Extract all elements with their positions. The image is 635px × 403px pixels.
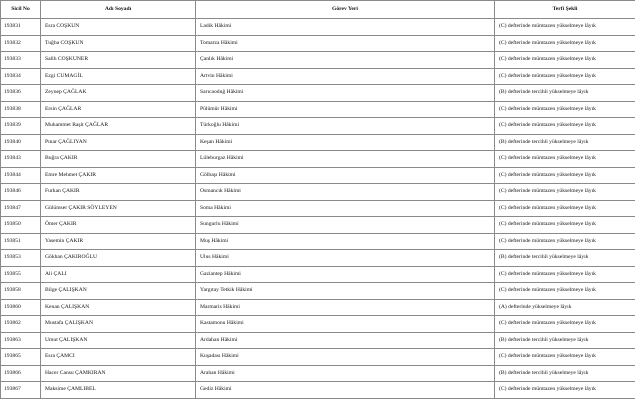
table-row bbox=[1, 382, 635, 399]
cell-gorev-yeri: Yargıtay Tetkik Hâkimi bbox=[196, 283, 495, 300]
cell-sicil-no: 193858 bbox=[1, 283, 41, 300]
table-row bbox=[1, 316, 635, 333]
cell-terfi-sekli: (B) defterinde tercihli yükselmeye lâyık bbox=[495, 250, 635, 267]
cell-gorev-yeri: Ulus Hâkimi bbox=[196, 250, 495, 267]
table-row bbox=[1, 233, 635, 250]
cell-sicil-no: 193843 bbox=[1, 151, 41, 168]
table-row bbox=[1, 250, 635, 267]
cell-gorev-yeri: Lüleburgaz Hâkimi bbox=[196, 151, 495, 168]
cell-adi-soyadi: Esra ÇAMCI bbox=[41, 349, 196, 366]
cell-terfi-sekli: (B) defterinde tercihli yükselmeye lâyık bbox=[495, 332, 635, 349]
cell-adi-soyadi: Salih COŞKUNER bbox=[41, 52, 196, 69]
cell-gorev-yeri: Türkoğlu Hâkimi bbox=[196, 118, 495, 135]
cell-adi-soyadi: Tuğba COŞKUN bbox=[41, 35, 196, 52]
cell-gorev-yeri: Çanlık Hâkimi bbox=[196, 52, 495, 69]
cell-terfi-sekli: (A) defterinde yükselmeye lâyık bbox=[495, 299, 635, 316]
cell-gorev-yeri: Ardahan Hâkimi bbox=[196, 332, 495, 349]
table-row bbox=[1, 151, 635, 168]
cell-terfi-sekli: (B) defterinde tercihli yükselmeye lâyık bbox=[495, 134, 635, 151]
table-row bbox=[1, 52, 635, 69]
cell-sicil-no: 193867 bbox=[1, 382, 41, 399]
cell-terfi-sekli: (B) defterinde tercihli yükselmeye lâyık bbox=[495, 365, 635, 382]
cell-adi-soyadi: Ezgi CUMAGİL bbox=[41, 68, 196, 85]
table-row bbox=[1, 200, 635, 217]
header-row bbox=[1, 1, 635, 19]
cell-gorev-yeri: Marmaris Hâkimi bbox=[196, 299, 495, 316]
cell-sicil-no: 193865 bbox=[1, 349, 41, 366]
cell-terfi-sekli: (C) defterinde mümtazen yükselmeye lâyık bbox=[495, 151, 635, 168]
table-row bbox=[1, 299, 635, 316]
cell-adi-soyadi: Furkan ÇAKIR bbox=[41, 184, 196, 201]
cell-sicil-no: 193840 bbox=[1, 134, 41, 151]
table-row bbox=[1, 349, 635, 366]
cell-adi-soyadi: Kenan ÇALIŞKAN bbox=[41, 299, 196, 316]
cell-sicil-no: 193862 bbox=[1, 316, 41, 333]
cell-gorev-yeri: Ladik Hâkimi bbox=[196, 19, 495, 36]
cell-adi-soyadi: Esra COŞKUN bbox=[41, 19, 196, 36]
cell-gorev-yeri: Gediz Hâkimi bbox=[196, 382, 495, 399]
table-row bbox=[1, 134, 635, 151]
cell-terfi-sekli: (C) defterinde mümtazen yükselmeye lâyık bbox=[495, 382, 635, 399]
table-row bbox=[1, 167, 635, 184]
table-row bbox=[1, 101, 635, 118]
cell-adi-soyadi: Zeynep ÇAĞLAK bbox=[41, 85, 196, 102]
table-row bbox=[1, 266, 635, 283]
cell-terfi-sekli: (C) defterinde mümtazen yükselmeye lâyık bbox=[495, 349, 635, 366]
cell-gorev-yeri: Osmancık Hâkimi bbox=[196, 184, 495, 201]
cell-sicil-no: 193839 bbox=[1, 118, 41, 135]
table-row bbox=[1, 19, 635, 36]
cell-gorev-yeri: Soma Hâkimi bbox=[196, 200, 495, 217]
cell-adi-soyadi: Yasemin ÇAKIR bbox=[41, 233, 196, 250]
cell-terfi-sekli: (C) defterinde mümtazen yükselmeye lâyık bbox=[495, 167, 635, 184]
table-row bbox=[1, 85, 635, 102]
table-row bbox=[1, 332, 635, 349]
cell-adi-soyadi: Ali ÇALI bbox=[41, 266, 196, 283]
table-row bbox=[1, 184, 635, 201]
cell-gorev-yeri: Artvin Hâkimi bbox=[196, 68, 495, 85]
cell-sicil-no: 193836 bbox=[1, 85, 41, 102]
cell-adi-soyadi: Buğra ÇAKIR bbox=[41, 151, 196, 168]
cell-sicil-no: 193863 bbox=[1, 332, 41, 349]
cell-terfi-sekli: (C) defterinde mümtazen yükselmeye lâyık bbox=[495, 19, 635, 36]
cell-terfi-sekli: (C) defterinde mümtazen yükselmeye lâyık bbox=[495, 283, 635, 300]
cell-sicil-no: 193853 bbox=[1, 250, 41, 267]
cell-adi-soyadi: Gülümser ÇAKIR SÖYLEYEN bbox=[41, 200, 196, 217]
cell-gorev-yeri: Gölbaşı Hâkimi bbox=[196, 167, 495, 184]
cell-adi-soyadi: Bilge ÇALIŞKAN bbox=[41, 283, 196, 300]
cell-adi-soyadi: Hacer Cansu ÇAMKIRAN bbox=[41, 365, 196, 382]
cell-sicil-no: 193850 bbox=[1, 217, 41, 234]
cell-sicil-no: 193831 bbox=[1, 19, 41, 36]
table-row bbox=[1, 283, 635, 300]
cell-gorev-yeri: Kuşadası Hâkimi bbox=[196, 349, 495, 366]
cell-adi-soyadi: Gökhan ÇAKIROĞLU bbox=[41, 250, 196, 267]
cell-adi-soyadi: Umut ÇALIŞKAN bbox=[41, 332, 196, 349]
cell-sicil-no: 193851 bbox=[1, 233, 41, 250]
cell-sicil-no: 193833 bbox=[1, 52, 41, 69]
cell-gorev-yeri: Keşan Hâkimi bbox=[196, 134, 495, 151]
cell-gorev-yeri: Kastamonu Hâkimi bbox=[196, 316, 495, 333]
cell-terfi-sekli: (C) defterinde mümtazen yükselmeye lâyık bbox=[495, 266, 635, 283]
cell-adi-soyadi: Maksime ÇAMLIBEL bbox=[41, 382, 196, 399]
cell-adi-soyadi: Muhammet Raşit ÇAĞLAR bbox=[41, 118, 196, 135]
cell-terfi-sekli: (C) defterinde mümtazen yükselmeye lâyık bbox=[495, 184, 635, 201]
cell-terfi-sekli: (C) defterinde mümtazen yükselmeye lâyık bbox=[495, 118, 635, 135]
cell-gorev-yeri: Arahan Hâkimi bbox=[196, 365, 495, 382]
cell-sicil-no: 193838 bbox=[1, 101, 41, 118]
header-gorev-yeri: Görev Yeri bbox=[196, 1, 495, 19]
cell-sicil-no: 193860 bbox=[1, 299, 41, 316]
cell-adi-soyadi: Ömer ÇAKIR bbox=[41, 217, 196, 234]
header-sicil-no: Sicil No bbox=[1, 1, 41, 19]
cell-adi-soyadi: Pınar ÇAĞLIYAN bbox=[41, 134, 196, 151]
cell-gorev-yeri: Pülümür Hâkimi bbox=[196, 101, 495, 118]
cell-adi-soyadi: Mustafa ÇALIŞKAN bbox=[41, 316, 196, 333]
cell-sicil-no: 193855 bbox=[1, 266, 41, 283]
cell-adi-soyadi: Emre Mehmet ÇAKIR bbox=[41, 167, 196, 184]
cell-terfi-sekli: (C) defterinde mümtazen yükselmeye lâyık bbox=[495, 233, 635, 250]
table-row bbox=[1, 217, 635, 234]
cell-sicil-no: 193834 bbox=[1, 68, 41, 85]
cell-gorev-yeri: Gaziantep Hâkimi bbox=[196, 266, 495, 283]
cell-sicil-no: 193832 bbox=[1, 35, 41, 52]
cell-terfi-sekli: (C) defterinde mümtazen yükselmeye lâyık bbox=[495, 68, 635, 85]
header-terfi-sekli: Terfi Şekli bbox=[495, 1, 635, 19]
cell-terfi-sekli: (C) defterinde mümtazen yükselmeye lâyık bbox=[495, 52, 635, 69]
header-adi-soyadi: Adı Soyadı bbox=[41, 1, 196, 19]
cell-sicil-no: 193846 bbox=[1, 184, 41, 201]
cell-sicil-no: 193866 bbox=[1, 365, 41, 382]
table-row bbox=[1, 68, 635, 85]
cell-terfi-sekli: (C) defterinde mümtazen yükselmeye lâyık bbox=[495, 217, 635, 234]
cell-adi-soyadi: Ersin ÇAĞLAR bbox=[41, 101, 196, 118]
cell-gorev-yeri: Tomarza Hâkimi bbox=[196, 35, 495, 52]
cell-gorev-yeri: Sungurlu Hâkimi bbox=[196, 217, 495, 234]
cell-sicil-no: 193844 bbox=[1, 167, 41, 184]
cell-terfi-sekli: (C) defterinde mümtazen yükselmeye lâyık bbox=[495, 35, 635, 52]
cell-terfi-sekli: (B) defterinde tercihli yükselmeye lâyık bbox=[495, 85, 635, 102]
cell-gorev-yeri: Muş Hâkimi bbox=[196, 233, 495, 250]
cell-terfi-sekli: (C) defterinde mümtazen yükselmeye lâyık bbox=[495, 200, 635, 217]
cell-sicil-no: 193847 bbox=[1, 200, 41, 217]
table-row bbox=[1, 365, 635, 382]
cell-terfi-sekli: (C) defterinde mümtazen yükselmeye lâyık bbox=[495, 101, 635, 118]
cell-gorev-yeri: Sarıcaoduğ Hâkimi bbox=[196, 85, 495, 102]
table-row bbox=[1, 35, 635, 52]
cell-terfi-sekli: (C) defterinde mümtazen yükselmeye lâyık bbox=[495, 316, 635, 333]
table-row bbox=[1, 118, 635, 135]
